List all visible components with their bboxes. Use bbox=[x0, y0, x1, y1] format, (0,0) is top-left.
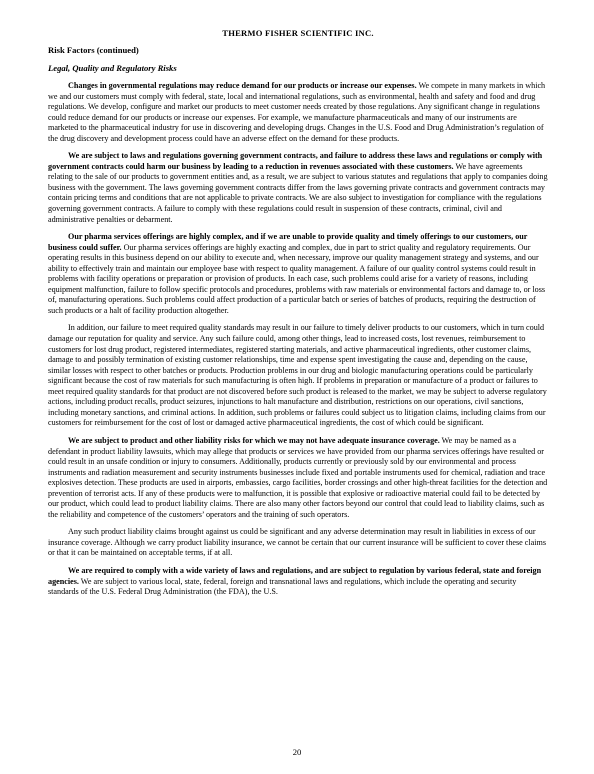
paragraph-quality-standards bbox=[48, 323, 548, 428]
paragraph-body: We have agreements relating to the sale of our products to government entities and, as a result, we are subject to various statutes and regulations that apply to companies doing business with the government. The laws governing government contracts differ from the laws governing private contracts and government contracts may contain pricing terms and conditions that are not applicable to private contracts. We are also subject to investigation for compliance with the regulations governing government contracts. A failure to comply with these regulations could result in suspension of these contracts, criminal, civil and administrative penalties or debarment. bbox=[48, 161, 548, 224]
paragraph-laws-and-regulations bbox=[48, 566, 548, 598]
paragraph-body: We may be named as a defendant in product liability lawsuits, which may allege that products or services we have provided from our pharma services offerings have resulted or could result in an unsafe condition or injury to consumers. Additionally, products currently or previously sold by our environmental and process instruments and radiation measurement and security instruments businesses include fixed and portable instruments used for chemical, radiation and trace explosives detection. These products are used in airports, embassies, cargo facilities, border crossings and other high-threat facilities for the detection and prevention of terrorist acts. If any of these products were to malfunction, it is possible that explosive or radioactive material could fail to be detected by our product, which could lead to product liability claims. There are also many other factors beyond our control that could lead to liability claims, such as the reliability and competence of the customers’ operators and the training of such operators. bbox=[48, 435, 548, 519]
company-header: THERMO FISHER SCIENTIFIC INC. bbox=[222, 28, 374, 38]
page-number: 20 bbox=[292, 747, 302, 757]
paragraph-pharma-services bbox=[48, 232, 548, 316]
paragraph-lead: Our pharma services offerings are highly complex, and if we are unable to provide quality and timely offerings to our customers, our business could suffer. bbox=[48, 232, 528, 252]
paragraph-regulation-changes bbox=[48, 81, 548, 144]
document-page bbox=[48, 28, 548, 605]
paragraph-product-liability bbox=[48, 436, 548, 520]
section-title: Risk Factors (continued) bbox=[48, 45, 139, 55]
subsection-title: Legal, Quality and Regulatory Risks bbox=[48, 63, 177, 73]
paragraph-body: In addition, our failure to meet required quality standards may result in our failure to timely deliver products to our customers, which in turn could damage our reputation for quality and service. Any such failure could, among other things, lead to increased costs, lost revenues, reimbursement to customers for lost drug product, registered intermediates, registered starting materials, and active pharmaceutical ingredients, other customer claims, damage to and possibly termination of existing customer relationships, time and expense spent investigating the cause and, depending on the cause, similar losses with respect to other batches or products. Production problems in our drug and biologic manufacturing operations could be particularly significant because the cost of raw materials for such manufacturing is often high. If problems in preparation or manufacture of a product or failures to meet required quality standards for that product are not discovered before such product is released to the market, we may be subject to adverse regulatory actions, including product recalls, product seizures, injunctions to halt manufacture and distribution, restrictions on our operations, civil sanctions, including monetary sanctions, and criminal actions. In addition, such problems or failures could subject us to litigation claims, including claims from our customers for reimbursement for the cost of lost or damaged active pharmaceutical ingredients, the cost of which could be significant. bbox=[48, 323, 547, 428]
paragraph-government-contracts bbox=[48, 151, 548, 225]
paragraph-body: We compete in many markets in which we and our customers must comply with federal, state, local and international regulations, such as environmental, health and safety and food and drug regulations. We develop, configure and market our products to meet customer needs created by those regulations. Any significant change in regulations could reduce demand for our products or increase our expenses. For example, we manufacture pharmaceuticals and many of our instruments are marketed to the pharmaceutical industry for use in discovering and developing drugs. Changes in the U.S. Food and Drug Administration’s regulation of the drug discovery and development process could have an adverse effect on the demand for these products. bbox=[48, 81, 546, 143]
paragraph-body: Any such product liability claims brought against us could be significant and any adverse determination may result in liabilities in excess of our insurance coverage. Although we carry product liability insurance, we cannot be certain that our current insurance will be sufficient to cover these claims or that it can be maintained on acceptable terms, if at all. bbox=[48, 527, 546, 558]
paragraph-liability-claims bbox=[48, 527, 548, 559]
paragraph-lead: We are required to comply with a wide variety of laws and regulations, and are subject to regulation by various federal, state and foreign agencies. bbox=[48, 565, 542, 586]
paragraph-lead: We are subject to laws and regulations governing government contracts, and failure to address these laws and regulations or comply with government contracts could harm our business by leading to a reduction in revenues associated with these customers. bbox=[48, 151, 543, 171]
paragraph-lead: Changes in governmental regulations may reduce demand for our products or increase our expenses. bbox=[68, 81, 417, 90]
paragraph-lead: We are subject to product and other liability risks for which we may not have adequate insurance coverage. bbox=[68, 435, 440, 445]
paragraph-body: We are subject to various local, state, federal, foreign and transnational laws and regulations, which include the operating and security standards of the U.S. Federal Drug Administration (the FDA), the U.S. bbox=[48, 576, 517, 597]
paragraph-body: Our pharma services offerings are highly exacting and complex, due in part to strict quality and regulatory requirements. Our operating results in this business depend on our ability to execute and, when necessary, improve our quality management strategy and systems, and our ability to effectively train and maintain our employee base with respect to quality management. A failure of our quality control systems could result in problems with facility operations or preparation or provision of products. In each case, such problems could arise for a variety of reasons, including equipment malfunction, failure to follow specific protocols and procedures, problems with raw materials or environmental factors and damage to, or loss of, manufacturing operations. Such problems could affect production of a particular batch or series of batches of products, requiring the destruction of such products or a halt of facility production altogether. bbox=[48, 242, 546, 315]
